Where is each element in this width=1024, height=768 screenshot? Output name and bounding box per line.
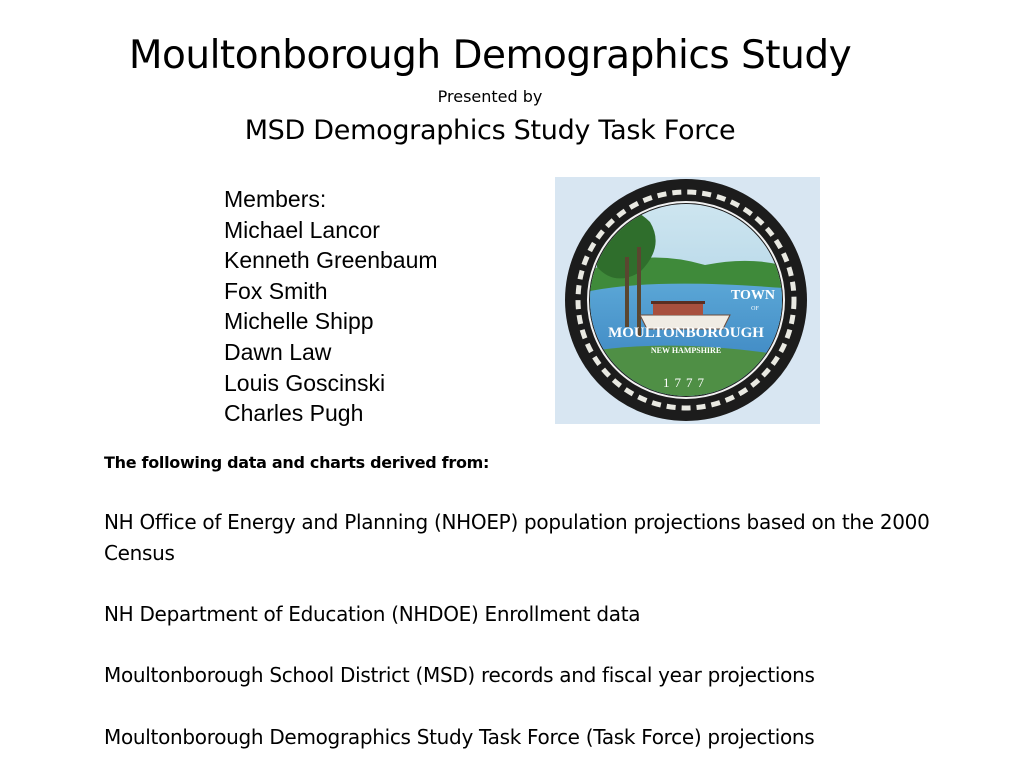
seal-text-town-name: MOULTONBOROUGH [608,325,764,341]
member-name: Louis Goscinski [224,369,386,396]
members-heading: Members: [224,186,327,212]
member-name: Michelle Shipp [224,308,374,335]
source-item: Moultonborough School District (MSD) records and fiscal year projections [104,663,815,687]
seal-text-town: TOWN [730,288,776,303]
member-name: Kenneth Greenbaum [224,247,438,274]
source-item: NH Office of Energy and Planning (NHOEP) population projections based on the 2000 Census [104,510,930,565]
town-seal-image [555,177,820,424]
member-name: Dawn Law [224,338,332,365]
member-name: Michael Lancor [224,216,380,243]
task-force-name: MSD Demographics Study Task Force [244,115,736,146]
member-name: Fox Smith [224,277,328,304]
seal-text-of: OF [751,306,759,312]
slide-title: Moultonborough Demographics Study [128,33,852,78]
presented-by-label: Presented by [437,87,543,106]
seal-text-state: NEW HAMPSHIRE [650,346,722,355]
town-seal [555,177,820,424]
sources-heading: The following data and charts derived from: [104,453,490,472]
source-item: Moultonborough Demographics Study Task Force (Task Force) projections [104,725,815,749]
member-name: Charles Pugh [224,400,364,427]
seal-text-year: 1777 [663,375,709,390]
source-item: NH Department of Education (NHDOE) Enrollment data [104,602,641,626]
members-list [224,184,544,429]
